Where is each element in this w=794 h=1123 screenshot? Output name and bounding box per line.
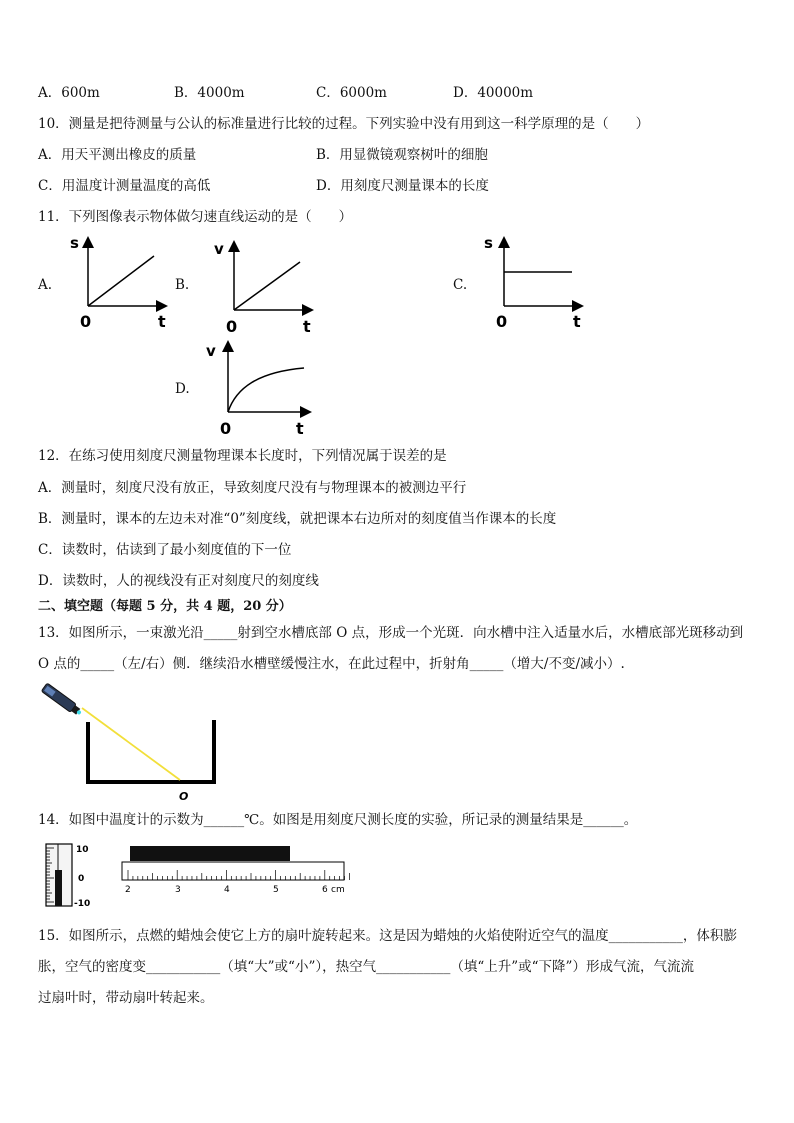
- ruler-label-5: 5: [273, 885, 279, 895]
- q12-option-b: B．测量时，课本的左边未对准“0”刻度线，就把课本右边所对的刻度值当作课本的长度: [38, 511, 557, 527]
- q11-graph-a: [62, 232, 172, 332]
- thermometer-label-10: 10: [76, 845, 89, 855]
- q12-stem: 12．在练习使用刻度尺测量物理课本长度时，下列情况属于误差的是: [38, 448, 447, 464]
- q11-graph-c: [478, 232, 588, 332]
- q9-option-b: B．4000m: [174, 85, 245, 101]
- laser-beam: [82, 708, 180, 780]
- ruler-body: [122, 862, 344, 880]
- q15-line-2: 胀，空气的密度变___________（填“大”或“小”），热空气___________（填“上升”或“下降”）形成气流，气流流: [38, 959, 694, 975]
- x-axis-label: t: [303, 317, 311, 336]
- q10-option-a: A．用天平测出橡皮的质量: [38, 147, 197, 163]
- measured-object: [130, 846, 290, 861]
- q11-letter-a: A.: [38, 277, 53, 293]
- q14-ruler-figure: [120, 844, 360, 900]
- q14-stem: 14．如图中温度计的示数为______℃。如图是用刻度尺测长度的实验，所记录的测量结果是______。: [38, 812, 638, 828]
- y-axis-label: v: [214, 240, 224, 258]
- thermometer-label-minus-10: -10: [74, 899, 91, 909]
- q13-water-tank-figure: [40, 680, 230, 805]
- thermometer-liquid: [55, 870, 62, 906]
- q15-line-3: 过扇叶时，带动扇叶转起来。: [38, 990, 214, 1006]
- graph-curve: [228, 368, 304, 412]
- y-axis-label: s: [484, 234, 493, 252]
- q11-letter-c: C.: [453, 277, 468, 293]
- ruler-label-6: 6: [322, 885, 328, 895]
- q9-option-d: D．40000m: [453, 85, 534, 101]
- q13-line-1: 13．如图所示，一束激光沿_____射到空水槽底部 O 点，形成一个光斑．向水槽中注入适量水后，水槽底部光斑移动到: [38, 625, 744, 641]
- ruler-label-4: 4: [224, 885, 230, 895]
- q11-letter-d: D.: [175, 381, 190, 397]
- q13-line-2: O 点的_____（左/右）侧．继续沿水槽壁缓慢注水，在此过程中，折射角_____（增大/不变/减小）.: [38, 656, 625, 672]
- y-axis-label: v: [206, 342, 216, 360]
- point-o-label: O: [179, 790, 189, 803]
- q10-stem: 10．测量是把待测量与公认的标准量进行比较的过程。下列实验中没有用到这一科学原理的是（ ）: [38, 116, 650, 132]
- q9-option-c: C．6000m: [316, 85, 387, 101]
- q11-graph-d: [202, 338, 314, 438]
- q11-letter-b: B.: [175, 277, 190, 293]
- laser-pen-icon: [41, 683, 83, 718]
- graph-line: [234, 262, 300, 310]
- q10-option-b: B．用显微镜观察树叶的细胞: [316, 147, 488, 163]
- section-title: 二、填空题（每题 5 分，共 4 题，20 分）: [38, 599, 292, 614]
- y-axis-label: s: [70, 234, 79, 252]
- origin-label: 0: [226, 317, 238, 336]
- ruler-label-2: 2: [125, 885, 131, 895]
- q10-option-c: C．用温度计测量温度的高低: [38, 178, 211, 194]
- q12-option-c: C．读数时，估读到了最小刻度值的下一位: [38, 542, 292, 558]
- origin-label: 0: [220, 419, 232, 438]
- ruler-unit-label: cm: [331, 885, 345, 895]
- q12-option-d: D．读数时，人的视线没有正对刻度尺的刻度线: [38, 573, 319, 589]
- x-axis-label: t: [158, 312, 166, 331]
- q10-option-d: D．用刻度尺测量课本的长度: [316, 178, 489, 194]
- ruler-label-3: 3: [175, 885, 181, 895]
- origin-label: 0: [80, 312, 92, 331]
- origin-label: 0: [496, 312, 508, 331]
- q15-line-1: 15．如图所示，点燃的蜡烛会使它上方的扇叶旋转起来。这是因为蜡烛的火焰使附近空气的温度___________，体积膨: [38, 928, 737, 944]
- x-axis-label: t: [296, 419, 304, 438]
- q14-thermometer-figure: [36, 840, 106, 910]
- q11-stem: 11．下列图像表示物体做匀速直线运动的是（ ）: [38, 209, 353, 225]
- q9-option-a: A．600m: [38, 85, 100, 101]
- graph-line: [88, 256, 154, 306]
- x-axis-label: t: [573, 312, 581, 331]
- q11-graph-b: [208, 236, 318, 336]
- thermometer-label-0: 0: [78, 874, 85, 884]
- q12-option-a: A．测量时，刻度尺没有放正，导致刻度尺没有与物理课本的被测边平行: [38, 480, 467, 496]
